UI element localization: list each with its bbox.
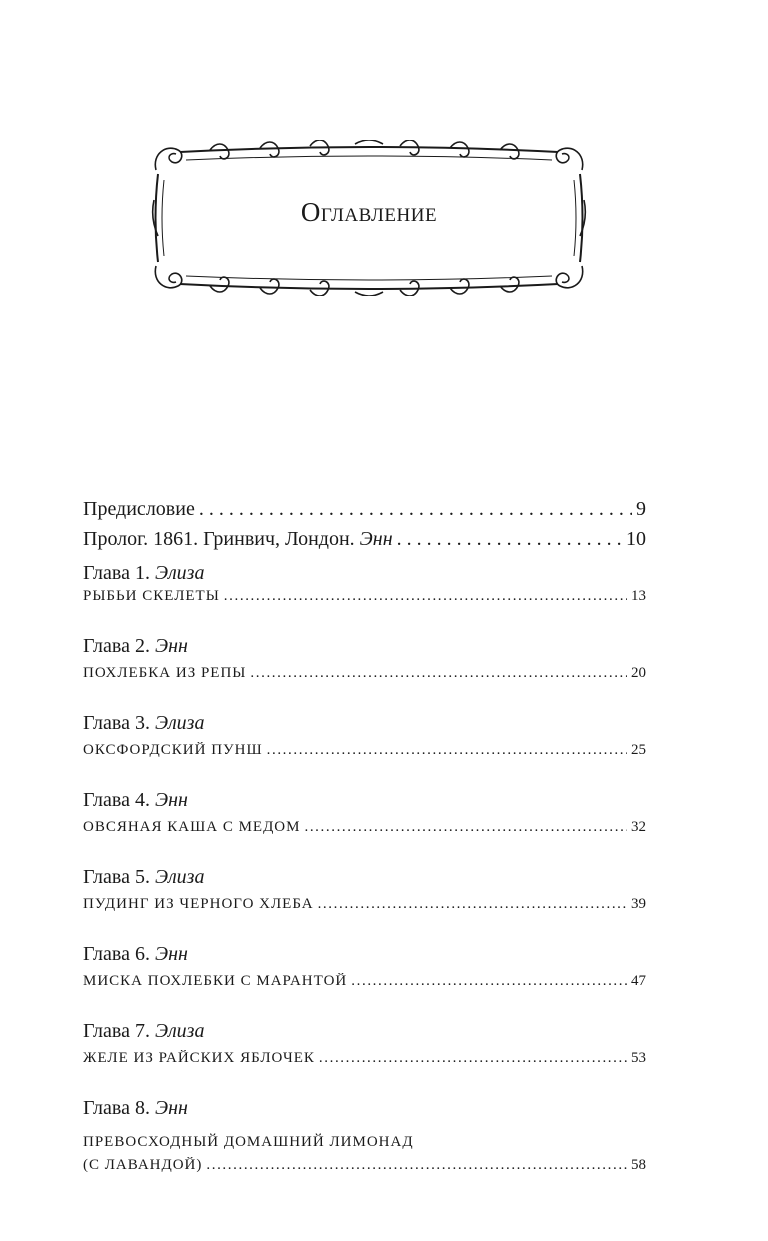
dot-leader xyxy=(206,1157,627,1174)
page-number: 32 xyxy=(631,819,646,835)
page-title: Оглавление xyxy=(300,197,438,227)
toc-entry-chapter[interactable] xyxy=(83,742,646,772)
chapter-heading: Глава 3. Элиза xyxy=(83,712,205,734)
entry-label: (С ЛАВАНДОЙ) xyxy=(83,1157,203,1173)
chapter-heading: Глава 2. Энн xyxy=(83,635,188,657)
page-number: 39 xyxy=(631,896,646,912)
dot-leader xyxy=(319,1050,627,1067)
entry-narrator: Энн xyxy=(359,528,393,550)
page-number: 20 xyxy=(631,665,646,681)
table-of-contents xyxy=(83,498,646,1187)
chapter-heading: Глава 8. Энн xyxy=(83,1097,188,1119)
chapter-heading: Глава 7. Элиза xyxy=(83,1020,205,1042)
dot-leader xyxy=(318,896,627,913)
page-number: 47 xyxy=(631,973,646,989)
entry-label-line: ПРЕВОСХОДНЫЙ ДОМАШНИЙ ЛИМОНАД xyxy=(83,1134,414,1150)
toc-entry-chapter[interactable] xyxy=(83,819,646,849)
entry-label: ОКСФОРДСКИЙ ПУНШ xyxy=(83,742,263,758)
toc-entry-chapter[interactable] xyxy=(83,896,646,926)
entry-label: Предисловие xyxy=(83,498,195,520)
entry-label: ОВСЯНАЯ КАША С МЕДОМ xyxy=(83,819,301,835)
dot-leader xyxy=(304,819,627,836)
toc-entry-chapter[interactable] xyxy=(83,973,646,1003)
chapter-heading: Глава 1. Элиза xyxy=(83,562,205,584)
entry-label: Пролог. 1861. Гринвич, Лондон. Энн xyxy=(83,528,393,550)
entry-label: МИСКА ПОХЛЕБКИ С МАРАНТОЙ xyxy=(83,973,348,989)
page-number: 10 xyxy=(626,528,646,550)
dot-leader xyxy=(224,588,627,605)
toc-entry-chapter[interactable] xyxy=(83,588,646,618)
dot-leader xyxy=(250,665,627,682)
toc-entry-prologue[interactable] xyxy=(83,528,646,558)
toc-entry-preface[interactable] xyxy=(83,498,646,528)
dot-leader xyxy=(351,973,627,990)
toc-entry-chapter[interactable] xyxy=(83,665,646,695)
toc-entry-chapter[interactable] xyxy=(83,1157,646,1187)
toc-entry-chapter[interactable] xyxy=(83,1050,646,1080)
dot-leader xyxy=(199,498,632,521)
dot-leader xyxy=(267,742,627,759)
page-number: 13 xyxy=(631,588,646,604)
dot-leader xyxy=(397,528,622,551)
chapter-heading: Глава 6. Энн xyxy=(83,943,188,965)
page-number: 53 xyxy=(631,1050,646,1066)
entry-label: ЖЕЛЕ ИЗ РАЙСКИХ ЯБЛОЧЕК xyxy=(83,1050,315,1066)
chapter-heading: Глава 4. Энн xyxy=(83,789,188,811)
page-number: 58 xyxy=(631,1157,646,1173)
entry-label: ПОХЛЕБКА ИЗ РЕПЫ xyxy=(83,665,247,681)
page-number: 25 xyxy=(631,742,646,758)
page-number: 9 xyxy=(636,498,646,520)
entry-label: ПУДИНГ ИЗ ЧЕРНОГО ХЛЕБА xyxy=(83,896,314,912)
chapter-heading: Глава 5. Элиза xyxy=(83,866,205,888)
entry-label: РЫБЬИ СКЕЛЕТЫ xyxy=(83,588,220,604)
